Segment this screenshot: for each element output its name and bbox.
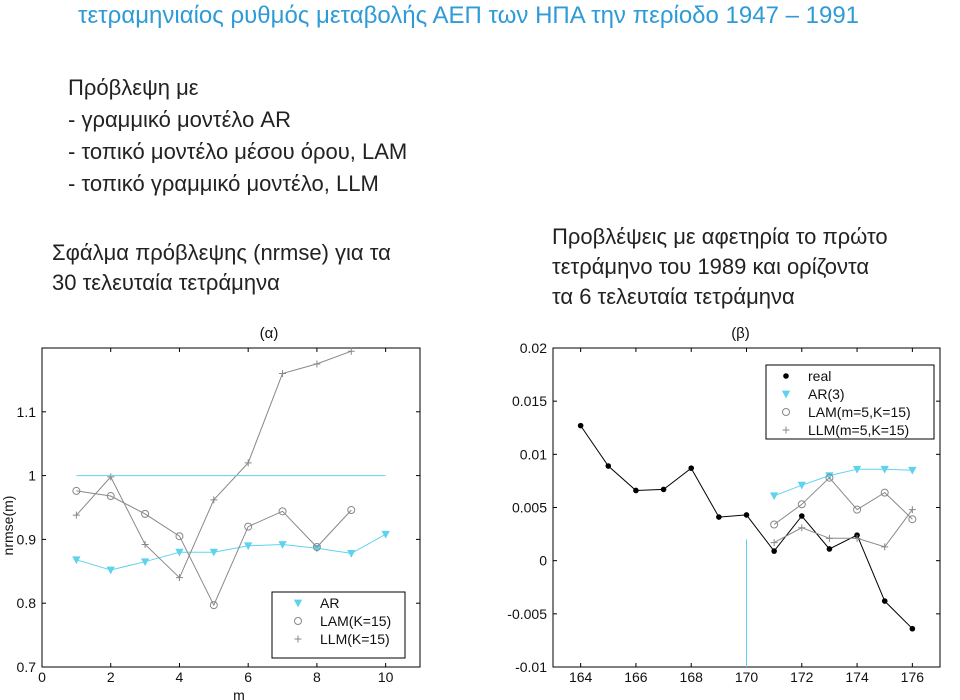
chart1-y-tick-label: 1.1	[16, 403, 36, 420]
chart1-series-line	[76, 351, 351, 578]
chart2-data-point	[605, 463, 611, 469]
chart1-data-point	[348, 348, 355, 355]
model-list-item-llm: - τοπικό γραμμικό μοντέλο, LLM	[68, 171, 379, 196]
chart1-x-tick-label: 0	[38, 669, 46, 685]
chart1-data-point	[107, 567, 114, 574]
chart2-data-point	[771, 539, 778, 546]
chart1-x-tick-label: 4	[175, 669, 184, 685]
chart2-data-point	[716, 514, 722, 520]
chart2-y-tick-label: 0	[539, 552, 547, 569]
chart2-series-line	[774, 469, 912, 496]
chart2-data-point	[688, 465, 694, 471]
chart2-y-tick-label: 0.02	[519, 340, 547, 356]
chart2-data-point	[771, 548, 777, 554]
chart1-legend-label: AR	[320, 595, 340, 611]
chart2-legend-marker	[783, 373, 789, 379]
chart1-y-tick-label: 0.8	[16, 595, 36, 612]
chart2-data-point	[799, 513, 805, 519]
chart2-y-tick-label: 0.005	[511, 499, 547, 516]
chart1-panel-label: (α)	[259, 325, 279, 342]
chart1-data-point	[313, 360, 320, 367]
chart2-data-point	[909, 506, 916, 513]
chart2-data-point	[771, 493, 778, 500]
chart1-y-tick-label: 0.9	[16, 531, 36, 548]
right-caption-line-3: τα 6 τελευταία τετράμηνα	[552, 284, 795, 309]
page-title: τετραμηνιαίος ρυθμός μεταβολής ΑΕΠ των ΗΠΑ την περίοδο 1947 – 1991	[78, 2, 860, 29]
model-list-heading: Πρόβλεψη με	[68, 75, 199, 100]
chart2-data-point	[633, 488, 639, 494]
chart2-x-tick-label: 176	[900, 669, 925, 685]
chart1-x-axis-label: m	[233, 687, 245, 700]
chart2-legend-label: LAM(m=5,K=15)	[808, 404, 911, 420]
chart1-x-tick-label: 8	[313, 669, 321, 685]
right-caption-line-2: τετράμηνο του 1989 και ορίζοντα	[552, 254, 870, 279]
left-caption-line-1: Σφάλμα πρόβλεψης (nrmse) για τα	[52, 240, 391, 265]
chart2-series-line	[774, 478, 912, 525]
chart1-x-tick-label: 6	[244, 669, 253, 685]
chart2-legend-label: LLM(m=5,K=15)	[808, 422, 910, 438]
chart1-legend-label: LLM(K=15)	[320, 631, 390, 647]
chart2-data-point	[826, 535, 833, 542]
chart2-y-tick-label: -0.005	[507, 605, 547, 622]
chart2-x-tick-label: 164	[568, 669, 593, 685]
chart1-data-point	[382, 531, 389, 538]
chart2-panel-label: (β)	[731, 325, 750, 342]
chart1-x-tick-label: 10	[377, 669, 394, 685]
chart1-data-point	[348, 507, 355, 514]
chart1-legend-label: LAM(K=15)	[320, 613, 392, 629]
chart2-data-point	[910, 626, 916, 632]
chart2-x-tick-label: 174	[845, 669, 869, 685]
model-list-item-lam: - τοπικό μοντέλο μέσου όρου, LAM	[68, 139, 408, 164]
chart1-data-point	[348, 550, 355, 557]
chart2-x-tick-label: 170	[734, 669, 759, 685]
chart2-x-tick-label: 168	[679, 669, 703, 685]
chart2-legend-label: real	[808, 368, 832, 384]
chart2-x-tick-label: 166	[624, 669, 648, 685]
chart1-x-tick-label: 2	[106, 669, 115, 685]
chart2-x-tick-label: 172	[790, 669, 814, 685]
right-caption-line-1: Προβλέψεις με αφετηρία το πρώτο	[552, 224, 888, 249]
chart2-data-point	[744, 512, 750, 518]
model-list-item-ar: - γραμμικό μοντέλο AR	[68, 107, 291, 132]
chart2-legend-label: AR(3)	[808, 386, 845, 402]
chart1-data-point	[279, 370, 286, 377]
chart2-data-point	[798, 524, 805, 531]
chart2-y-tick-label: 0.015	[511, 393, 547, 410]
chart2-data-point	[827, 546, 833, 552]
chart2-data-point	[798, 482, 805, 489]
chart2-data-point	[578, 423, 584, 429]
chart1-y-axis-label: nrmse(m)	[0, 495, 16, 556]
chart2-series-line	[774, 510, 912, 547]
chart2-y-tick-label: 0.01	[519, 446, 547, 463]
chart2-data-point	[882, 598, 888, 604]
chart2-y-tick-label: -0.01	[515, 659, 547, 675]
chart1-y-tick-label: 0.7	[16, 659, 36, 675]
chart1-y-tick-label: 1	[28, 467, 36, 484]
left-caption-line-2: 30 τελευταία τετράμηνα	[52, 270, 280, 295]
chart2-data-point	[881, 543, 888, 550]
chart2-data-point	[661, 487, 667, 493]
